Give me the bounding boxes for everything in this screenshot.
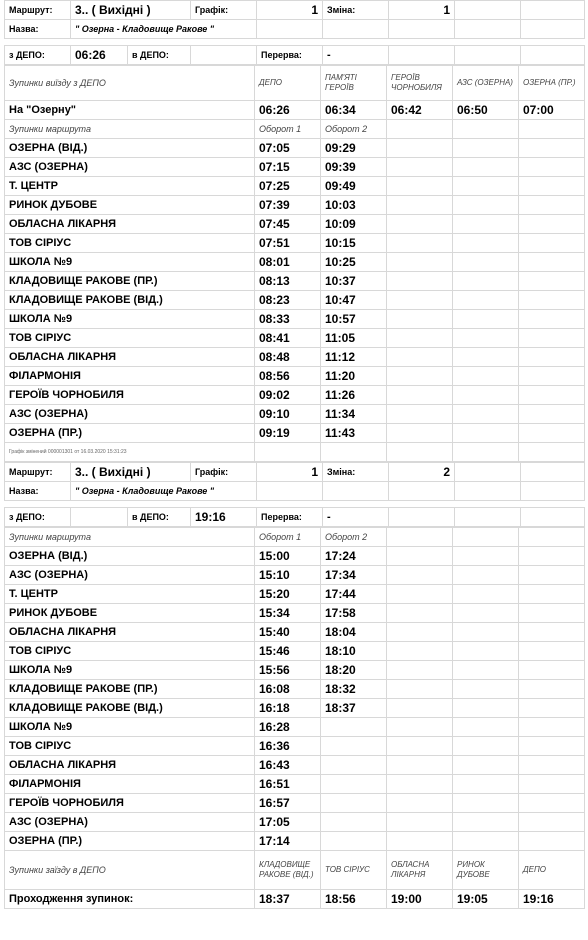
entry-col-header: РИНОК ДУБОВЕ bbox=[453, 851, 519, 890]
empty-cell bbox=[519, 775, 585, 794]
turn2-time: 10:57 bbox=[321, 310, 387, 329]
exit-col-header: ГЕРОЇВ ЧОРНОБИЛЯ bbox=[387, 66, 453, 101]
entry-col-header: ДЕПО bbox=[519, 851, 585, 890]
empty-cell bbox=[387, 272, 453, 291]
turn2-time: 11:20 bbox=[321, 367, 387, 386]
turn1-time: 16:36 bbox=[255, 737, 321, 756]
shift2-header-table bbox=[4, 462, 585, 527]
stop-name: ОЗЕРНА (ПР.) bbox=[5, 832, 255, 851]
empty-cell bbox=[387, 234, 453, 253]
empty-cell bbox=[453, 775, 519, 794]
to-depot-time bbox=[191, 46, 257, 65]
empty-cell bbox=[453, 348, 519, 367]
turn2-time: 18:37 bbox=[321, 699, 387, 718]
table-row bbox=[5, 196, 585, 215]
empty-cell bbox=[519, 661, 585, 680]
empty-cell bbox=[453, 329, 519, 348]
empty-cell bbox=[519, 253, 585, 272]
empty-cell bbox=[453, 367, 519, 386]
table-row bbox=[5, 680, 585, 699]
empty-cell bbox=[519, 604, 585, 623]
entry-time: 18:56 bbox=[321, 890, 387, 909]
shift-label: Зміна: bbox=[323, 463, 389, 482]
entry-time: 19:00 bbox=[387, 890, 453, 909]
empty-cell bbox=[387, 139, 453, 158]
empty-cell bbox=[453, 718, 519, 737]
entry-time: 19:16 bbox=[519, 890, 585, 909]
turn2-time: 17:58 bbox=[321, 604, 387, 623]
empty-cell bbox=[387, 566, 453, 585]
from-depot-label: з ДЕПО: bbox=[5, 46, 71, 65]
empty-cell bbox=[453, 680, 519, 699]
entry-col-header: ОБЛАСНА ЛІКАРНЯ bbox=[387, 851, 453, 890]
stop-name: ТОВ СІРІУС bbox=[5, 737, 255, 756]
exit-time: 06:34 bbox=[321, 101, 387, 120]
stop-name: ОБЛАСНА ЛІКАРНЯ bbox=[5, 348, 255, 367]
turn2-header: Оборот 2 bbox=[321, 528, 387, 547]
to-depot-label: в ДЕПО: bbox=[128, 508, 191, 527]
empty-cell bbox=[519, 680, 585, 699]
stop-name: ШКОЛА №9 bbox=[5, 718, 255, 737]
table-row bbox=[5, 813, 585, 832]
table-row bbox=[5, 547, 585, 566]
table-row bbox=[5, 585, 585, 604]
turn1-time: 16:57 bbox=[255, 794, 321, 813]
empty-cell bbox=[387, 329, 453, 348]
table-row bbox=[5, 310, 585, 329]
empty-cell bbox=[519, 367, 585, 386]
turn2-time bbox=[321, 756, 387, 775]
empty-cell bbox=[453, 272, 519, 291]
turn1-time: 15:46 bbox=[255, 642, 321, 661]
turn1-time: 09:19 bbox=[255, 424, 321, 443]
empty-cell bbox=[519, 310, 585, 329]
empty-cell bbox=[519, 737, 585, 756]
stop-name: ГЕРОЇВ ЧОРНОБИЛЯ bbox=[5, 794, 255, 813]
empty-cell bbox=[519, 329, 585, 348]
turn2-time: 17:34 bbox=[321, 566, 387, 585]
empty-cell bbox=[453, 177, 519, 196]
turn1-time: 08:33 bbox=[255, 310, 321, 329]
entry-row-label: Проходження зупинок: bbox=[5, 890, 255, 909]
empty-cell bbox=[519, 756, 585, 775]
turn1-time: 07:25 bbox=[255, 177, 321, 196]
table-row bbox=[5, 253, 585, 272]
stop-name: ФІЛАРМОНІЯ bbox=[5, 367, 255, 386]
empty-cell bbox=[387, 310, 453, 329]
empty-cell bbox=[387, 158, 453, 177]
turn1-time: 15:10 bbox=[255, 566, 321, 585]
stops-header: Зупинки маршрута bbox=[5, 528, 255, 547]
stop-name: ФІЛАРМОНІЯ bbox=[5, 775, 255, 794]
entry-time: 18:37 bbox=[255, 890, 321, 909]
empty-cell bbox=[453, 661, 519, 680]
empty-cell bbox=[387, 177, 453, 196]
empty-cell bbox=[387, 367, 453, 386]
empty-cell bbox=[519, 272, 585, 291]
turn2-time: 11:05 bbox=[321, 329, 387, 348]
shift-value: 2 bbox=[389, 463, 455, 482]
table-row bbox=[5, 566, 585, 585]
turn1-header: Оборот 1 bbox=[255, 120, 321, 139]
turn1-time: 08:41 bbox=[255, 329, 321, 348]
turn2-header: Оборот 2 bbox=[321, 120, 387, 139]
empty-cell bbox=[453, 813, 519, 832]
empty-cell bbox=[453, 585, 519, 604]
stop-name: Т. ЦЕНТР bbox=[5, 177, 255, 196]
stop-name: КЛАДОВИЩЕ РАКОВЕ (ВІД.) bbox=[5, 291, 255, 310]
stop-name: ОЗЕРНА (ПР.) bbox=[5, 424, 255, 443]
empty-cell bbox=[387, 253, 453, 272]
empty-cell bbox=[453, 253, 519, 272]
empty-cell bbox=[453, 196, 519, 215]
empty-cell bbox=[519, 405, 585, 424]
empty-cell bbox=[519, 794, 585, 813]
shift-label: Зміна: bbox=[323, 1, 389, 20]
empty-cell bbox=[387, 661, 453, 680]
stop-name: ОБЛАСНА ЛІКАРНЯ bbox=[5, 215, 255, 234]
empty-cell bbox=[387, 196, 453, 215]
turn1-time: 09:10 bbox=[255, 405, 321, 424]
turn2-time: 11:12 bbox=[321, 348, 387, 367]
turn2-time bbox=[321, 737, 387, 756]
table-row bbox=[5, 718, 585, 737]
turn1-time: 08:56 bbox=[255, 367, 321, 386]
stop-name: РИНОК ДУБОВЕ bbox=[5, 604, 255, 623]
route-label: Маршрут: bbox=[5, 1, 71, 20]
empty-cell bbox=[519, 139, 585, 158]
break-label: Перерва: bbox=[257, 46, 323, 65]
turn1-time: 15:40 bbox=[255, 623, 321, 642]
turn1-time: 08:23 bbox=[255, 291, 321, 310]
turn2-time: 17:44 bbox=[321, 585, 387, 604]
turn2-time: 11:43 bbox=[321, 424, 387, 443]
empty-cell bbox=[387, 424, 453, 443]
turn2-time: 10:09 bbox=[321, 215, 387, 234]
exit-col-header: ДЕПО bbox=[255, 66, 321, 101]
exit-time: 06:42 bbox=[387, 101, 453, 120]
turn2-time bbox=[321, 718, 387, 737]
empty-cell bbox=[387, 699, 453, 718]
turn1-header: Оборот 1 bbox=[255, 528, 321, 547]
empty-cell bbox=[453, 566, 519, 585]
empty-cell bbox=[519, 718, 585, 737]
empty-cell bbox=[387, 832, 453, 851]
stop-name: ОБЛАСНА ЛІКАРНЯ bbox=[5, 756, 255, 775]
table-row bbox=[5, 234, 585, 253]
empty-cell bbox=[387, 386, 453, 405]
empty-cell bbox=[519, 196, 585, 215]
empty-cell bbox=[387, 794, 453, 813]
empty-cell bbox=[387, 642, 453, 661]
turn2-time: 10:15 bbox=[321, 234, 387, 253]
empty-cell bbox=[453, 405, 519, 424]
empty-cell bbox=[519, 699, 585, 718]
turn1-time: 16:18 bbox=[255, 699, 321, 718]
break-value: - bbox=[323, 508, 389, 527]
entry-col-header: КЛАДОВИЩЕ РАКОВЕ (ВІД.) bbox=[255, 851, 321, 890]
empty-cell bbox=[387, 718, 453, 737]
empty-cell bbox=[519, 832, 585, 851]
route-label: Маршрут: bbox=[5, 463, 71, 482]
empty-cell bbox=[453, 604, 519, 623]
turn2-time: 09:29 bbox=[321, 139, 387, 158]
turn1-time: 15:34 bbox=[255, 604, 321, 623]
empty-cell bbox=[519, 813, 585, 832]
table-row bbox=[5, 158, 585, 177]
turn2-time: 18:20 bbox=[321, 661, 387, 680]
empty-cell bbox=[519, 177, 585, 196]
turn1-time: 16:51 bbox=[255, 775, 321, 794]
shift1-main-table bbox=[4, 65, 585, 462]
empty-cell bbox=[453, 386, 519, 405]
empty-cell bbox=[519, 348, 585, 367]
empty-cell bbox=[453, 158, 519, 177]
turn2-time bbox=[321, 832, 387, 851]
from-depot-label: з ДЕПО: bbox=[5, 508, 71, 527]
route-value: 3.. ( Вихідні ) bbox=[71, 463, 191, 482]
empty-cell bbox=[453, 310, 519, 329]
turn1-time: 08:48 bbox=[255, 348, 321, 367]
empty-cell bbox=[387, 585, 453, 604]
turn1-time: 15:56 bbox=[255, 661, 321, 680]
table-row bbox=[5, 272, 585, 291]
turn2-time: 11:26 bbox=[321, 386, 387, 405]
stop-name: АЗС (ОЗЕРНА) bbox=[5, 813, 255, 832]
empty-cell bbox=[453, 794, 519, 813]
empty-cell bbox=[519, 642, 585, 661]
route-name: " Озерна - Кладовище Ракове " bbox=[71, 20, 257, 39]
stop-name: Т. ЦЕНТР bbox=[5, 585, 255, 604]
turn1-time: 17:05 bbox=[255, 813, 321, 832]
stop-name: АЗС (ОЗЕРНА) bbox=[5, 566, 255, 585]
route-name: " Озерна - Кладовище Ракове " bbox=[71, 482, 257, 501]
stop-name: АЗС (ОЗЕРНА) bbox=[5, 405, 255, 424]
turn2-time: 18:32 bbox=[321, 680, 387, 699]
table-row bbox=[5, 177, 585, 196]
stop-name: ШКОЛА №9 bbox=[5, 661, 255, 680]
empty-cell bbox=[453, 547, 519, 566]
empty-cell bbox=[453, 832, 519, 851]
empty-cell bbox=[519, 424, 585, 443]
table-row bbox=[5, 623, 585, 642]
stops-header: Зупинки маршрута bbox=[5, 120, 255, 139]
shift1-header-table bbox=[4, 0, 585, 65]
empty-cell bbox=[519, 158, 585, 177]
stop-name: ТОВ СІРІУС bbox=[5, 234, 255, 253]
turn2-time: 10:03 bbox=[321, 196, 387, 215]
stop-name: ШКОЛА №9 bbox=[5, 253, 255, 272]
stop-name: ГЕРОЇВ ЧОРНОБИЛЯ bbox=[5, 386, 255, 405]
empty-cell bbox=[387, 547, 453, 566]
empty-cell bbox=[387, 756, 453, 775]
turn2-time: 10:25 bbox=[321, 253, 387, 272]
empty-cell bbox=[387, 737, 453, 756]
exit-col-header: ПАМ'ЯТІ ГЕРОЇВ bbox=[321, 66, 387, 101]
stop-name: КЛАДОВИЩЕ РАКОВЕ (ПР.) bbox=[5, 680, 255, 699]
turn1-time: 07:15 bbox=[255, 158, 321, 177]
turn2-time: 10:47 bbox=[321, 291, 387, 310]
entry-stops-header: Зупинки заїзду в ДЕПО bbox=[5, 851, 255, 890]
stop-name: ШКОЛА №9 bbox=[5, 310, 255, 329]
table-row bbox=[5, 367, 585, 386]
exit-time: 06:50 bbox=[453, 101, 519, 120]
table-row bbox=[5, 348, 585, 367]
exit-time: 07:00 bbox=[519, 101, 585, 120]
turn1-time: 16:28 bbox=[255, 718, 321, 737]
schedule-value: 1 bbox=[257, 1, 323, 20]
table-row bbox=[5, 661, 585, 680]
turn2-time: 11:34 bbox=[321, 405, 387, 424]
turn1-time: 07:05 bbox=[255, 139, 321, 158]
exit-col-header: ОЗЕРНА (ПР.) bbox=[519, 66, 585, 101]
exit-row-label: На "Озерну" bbox=[5, 101, 255, 120]
table-row bbox=[5, 329, 585, 348]
empty-cell bbox=[453, 737, 519, 756]
turn1-time: 09:02 bbox=[255, 386, 321, 405]
stop-name: ОЗЕРНА (ВІД.) bbox=[5, 547, 255, 566]
schedule-label: Графік: bbox=[191, 463, 257, 482]
table-row bbox=[5, 794, 585, 813]
to-depot-time: 19:16 bbox=[191, 508, 257, 527]
turn2-time bbox=[321, 775, 387, 794]
empty-cell bbox=[387, 405, 453, 424]
turn2-time: 09:49 bbox=[321, 177, 387, 196]
empty-cell bbox=[519, 291, 585, 310]
empty-cell bbox=[387, 775, 453, 794]
stop-name: ТОВ СІРІУС bbox=[5, 329, 255, 348]
schedule-value: 1 bbox=[257, 463, 323, 482]
empty-cell bbox=[519, 623, 585, 642]
table-row bbox=[5, 386, 585, 405]
empty-cell bbox=[519, 215, 585, 234]
table-row bbox=[5, 756, 585, 775]
table-row bbox=[5, 699, 585, 718]
entry-col-header: ТОВ СІРІУС bbox=[321, 851, 387, 890]
empty-cell bbox=[519, 234, 585, 253]
turn1-time: 15:00 bbox=[255, 547, 321, 566]
turn2-time: 10:37 bbox=[321, 272, 387, 291]
empty-cell bbox=[453, 234, 519, 253]
table-row bbox=[5, 737, 585, 756]
table-row bbox=[5, 405, 585, 424]
empty-cell bbox=[519, 547, 585, 566]
break-value: - bbox=[323, 46, 389, 65]
route-value: 3.. ( Вихідні ) bbox=[71, 1, 191, 20]
turn2-time: 18:10 bbox=[321, 642, 387, 661]
to-depot-label: в ДЕПО: bbox=[128, 46, 191, 65]
break-label: Перерва: bbox=[257, 508, 323, 527]
empty-cell bbox=[453, 623, 519, 642]
stop-name: КЛАДОВИЩЕ РАКОВЕ (ПР.) bbox=[5, 272, 255, 291]
table-row bbox=[5, 215, 585, 234]
empty-cell bbox=[387, 291, 453, 310]
table-row bbox=[5, 832, 585, 851]
turn2-time: 18:04 bbox=[321, 623, 387, 642]
empty-cell bbox=[519, 386, 585, 405]
empty-cell bbox=[387, 348, 453, 367]
exit-stops-header: Зупинки виїзду з ДЕПО bbox=[5, 66, 255, 101]
empty-cell bbox=[387, 813, 453, 832]
turn1-time: 07:51 bbox=[255, 234, 321, 253]
footnote: Графік змінений 000001301 от 16.03.2020 15:31:23 bbox=[5, 443, 255, 462]
empty-cell bbox=[453, 291, 519, 310]
name-label: Назва: bbox=[5, 20, 71, 39]
turn1-time: 08:01 bbox=[255, 253, 321, 272]
turn1-time: 07:39 bbox=[255, 196, 321, 215]
stop-name: КЛАДОВИЩЕ РАКОВЕ (ВІД.) bbox=[5, 699, 255, 718]
turn2-time bbox=[321, 813, 387, 832]
empty-cell bbox=[387, 623, 453, 642]
empty-cell bbox=[453, 699, 519, 718]
table-row bbox=[5, 424, 585, 443]
table-row bbox=[5, 642, 585, 661]
name-label: Назва: bbox=[5, 482, 71, 501]
empty-cell bbox=[453, 424, 519, 443]
stop-name: РИНОК ДУБОВЕ bbox=[5, 196, 255, 215]
exit-col-header: АЗС (ОЗЕРНА) bbox=[453, 66, 519, 101]
empty-cell bbox=[453, 756, 519, 775]
turn1-time: 07:45 bbox=[255, 215, 321, 234]
empty-cell bbox=[453, 215, 519, 234]
empty-cell bbox=[387, 215, 453, 234]
turn1-time: 15:20 bbox=[255, 585, 321, 604]
table-row bbox=[5, 139, 585, 158]
stop-name: ТОВ СІРІУС bbox=[5, 642, 255, 661]
shift2-main-table bbox=[4, 527, 585, 909]
empty-cell bbox=[519, 585, 585, 604]
schedule-label: Графік: bbox=[191, 1, 257, 20]
stop-name: АЗС (ОЗЕРНА) bbox=[5, 158, 255, 177]
table-row bbox=[5, 775, 585, 794]
turn1-time: 17:14 bbox=[255, 832, 321, 851]
table-row bbox=[5, 604, 585, 623]
shift-value: 1 bbox=[389, 1, 455, 20]
table-row bbox=[5, 291, 585, 310]
turn2-time bbox=[321, 794, 387, 813]
turn2-time: 09:39 bbox=[321, 158, 387, 177]
empty-cell bbox=[453, 642, 519, 661]
from-depot-time bbox=[71, 508, 128, 527]
exit-time: 06:26 bbox=[255, 101, 321, 120]
turn1-time: 16:43 bbox=[255, 756, 321, 775]
empty-cell bbox=[453, 139, 519, 158]
stop-name: ОЗЕРНА (ВІД.) bbox=[5, 139, 255, 158]
stop-name: ОБЛАСНА ЛІКАРНЯ bbox=[5, 623, 255, 642]
entry-time: 19:05 bbox=[453, 890, 519, 909]
empty-cell bbox=[387, 680, 453, 699]
turn2-time: 17:24 bbox=[321, 547, 387, 566]
turn1-time: 08:13 bbox=[255, 272, 321, 291]
empty-cell bbox=[519, 566, 585, 585]
from-depot-time: 06:26 bbox=[71, 46, 128, 65]
turn1-time: 16:08 bbox=[255, 680, 321, 699]
empty-cell bbox=[387, 604, 453, 623]
